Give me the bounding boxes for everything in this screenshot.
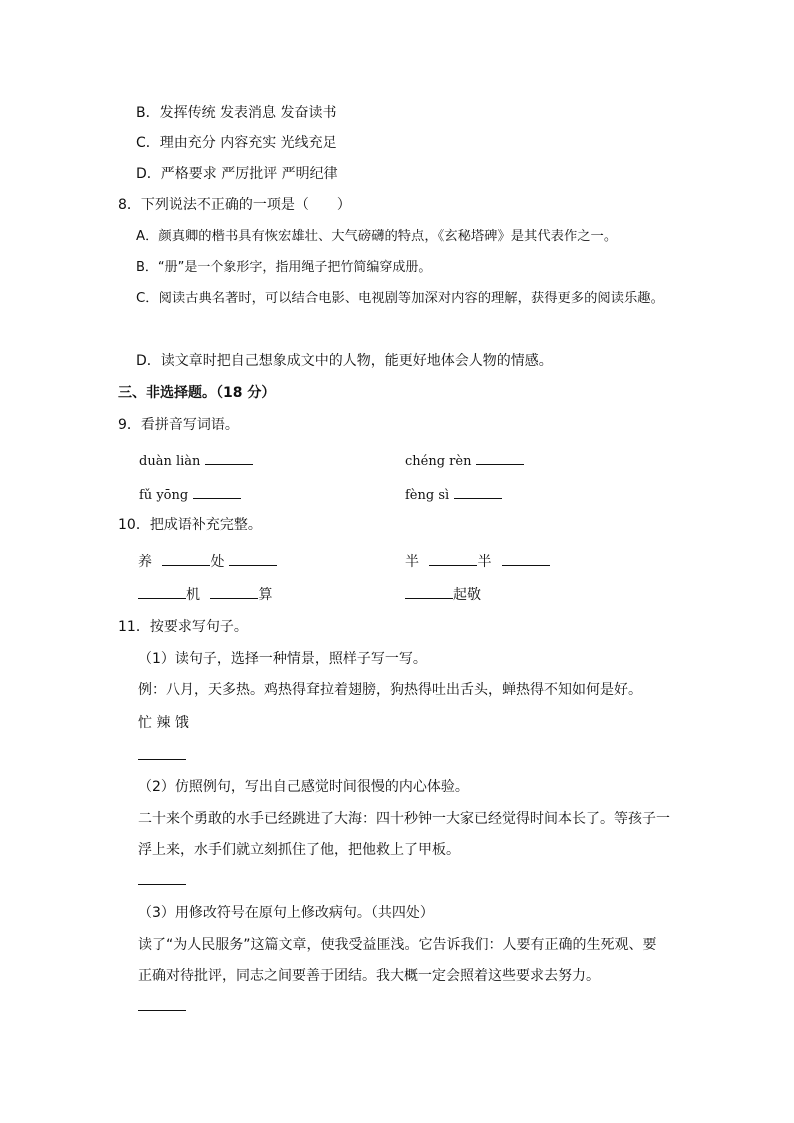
answer-blank[interactable]: [138, 870, 186, 885]
answer-blank[interactable]: [138, 996, 186, 1011]
idiom-char: 养: [138, 554, 152, 570]
idiom-char: 处: [210, 554, 225, 570]
answer-blank[interactable]: [429, 551, 477, 566]
q11-sub1-answer: [138, 745, 186, 766]
section-3-title: 三、非选择题。（18 分）: [118, 385, 276, 401]
q9-item-3: [139, 484, 241, 506]
q9-item-1: [139, 450, 253, 472]
q8-option-d: D．读文章时把自己想象成文中的人物，能更好地体会人物的情感。: [136, 353, 553, 369]
q11-stem: 11．按要求写句子。: [118, 619, 248, 635]
q11-sub3-answer: [138, 996, 186, 1017]
pinyin: fǔ yōng: [139, 488, 189, 503]
answer-blank[interactable]: [405, 584, 453, 599]
answer-blank[interactable]: [476, 450, 524, 465]
q10-idiom-2: [405, 551, 550, 572]
q10-idiom-4: [405, 584, 481, 605]
answer-blank[interactable]: [162, 551, 210, 566]
q8-option-b: B．“册”是一个象形字，指用绳子把竹简编穿成册。: [136, 260, 432, 275]
answer-blank[interactable]: [454, 484, 502, 499]
q8-stem: 8．下列说法不正确的一项是（ ）: [118, 197, 351, 213]
answer-blank[interactable]: [210, 584, 258, 599]
q7-option-b: B．发挥传统 发表消息 发奋读书: [136, 105, 337, 121]
q11-example: 例：八月，天多热。鸡热得耷拉着翅膀，狗热得吐出舌头，蝉热得不知如何是好。: [138, 682, 642, 698]
answer-blank[interactable]: [193, 484, 241, 499]
pinyin: chéng rèn: [405, 454, 472, 469]
answer-blank[interactable]: [138, 584, 186, 599]
answer-blank[interactable]: [502, 551, 550, 566]
q11-sub1: （1）读句子，选择一种情景，照样子写一写。: [138, 651, 427, 667]
answer-blank[interactable]: [229, 551, 277, 566]
answer-blank[interactable]: [205, 450, 253, 465]
q11-choices: 忙 辣 饿: [138, 715, 189, 731]
q11-sub3: （3）用修改符号在原句上修改病句。（共四处）: [138, 905, 434, 921]
q7-option-c: C．理由充分 内容充实 光线充足: [136, 135, 337, 151]
q9-stem: 9．看拼音写词语。: [118, 417, 239, 433]
idiom-char: 半: [477, 554, 492, 570]
pinyin: fèng sì: [405, 488, 450, 503]
idiom-char: 机: [186, 587, 200, 603]
q11-sub3-text-2: 正确对待批评，同志之间要善于团结。我大概一定会照着这些要求去努力。: [138, 968, 600, 984]
q10-stem: 10．把成语补充完整。: [118, 517, 262, 533]
q10-idiom-3: [138, 584, 272, 605]
q7-option-d: D．严格要求 严厉批评 严明纪律: [136, 166, 338, 182]
q9-item-4: [405, 484, 502, 506]
q11-sub2-text-2: 浮上来，水手们就立刻抓住了他，把他救上了甲板。: [138, 842, 460, 858]
q10-idiom-1: [138, 551, 277, 572]
idiom-char: 起敬: [453, 587, 481, 603]
pinyin: duàn liàn: [139, 454, 201, 469]
q11-sub2-text-1: 二十来个勇敢的水手已经跳进了大海：四十秒钟一大家已经觉得时间本长了。等孩子一: [138, 811, 670, 827]
q8-option-c: C．阅读古典名著时，可以结合电影、电视剧等加深对内容的理解，获得更多的阅读乐趣。: [136, 291, 664, 306]
q11-sub2: （2）仿照例句，写出自己感觉时间很慢的内心体验。: [138, 779, 469, 795]
q9-item-2: [405, 450, 524, 472]
q8-option-a: A．颜真卿的楷书具有恢宏雄壮、大气磅礴的特点，《玄秘塔碑》是其代表作之一。: [136, 229, 618, 244]
q11-sub3-text-1: 读了“为人民服务”这篇文章，使我受益匪浅。它告诉我们：人要有正确的生死观、要: [138, 937, 657, 953]
idiom-char: 半: [405, 554, 419, 570]
q11-sub2-answer: [138, 870, 186, 891]
answer-blank[interactable]: [138, 745, 186, 760]
idiom-char: 算: [258, 587, 273, 603]
